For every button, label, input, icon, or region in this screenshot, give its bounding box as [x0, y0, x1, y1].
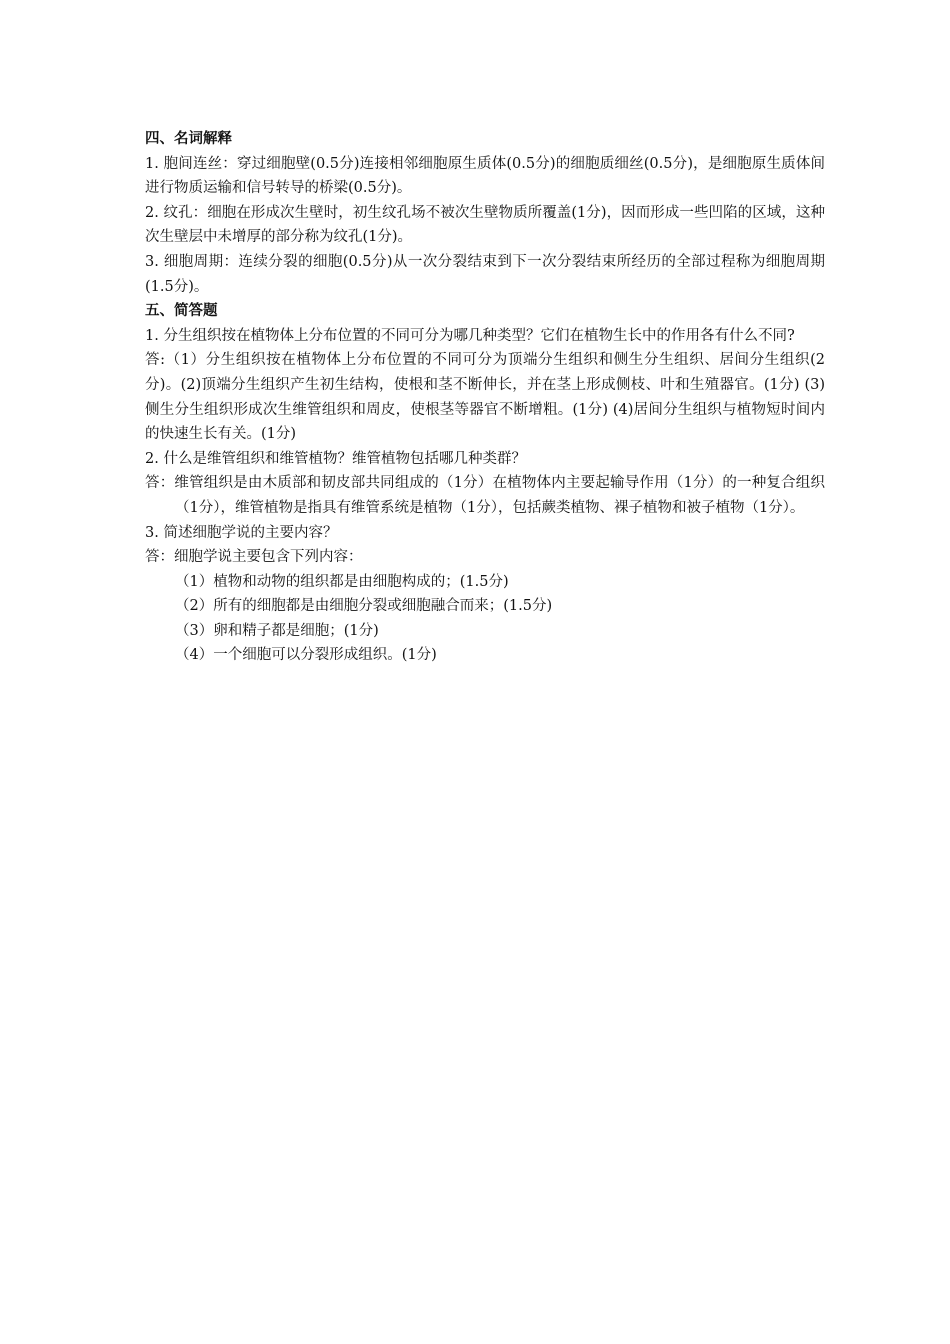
answer-3-intro: 答：细胞学说主要包含下列内容：: [145, 549, 363, 566]
question-3: 3. 简述细胞学说的主要内容？: [145, 524, 338, 541]
section-heading-terms: 四、名词解释: [145, 131, 232, 147]
term-cell-cycle: 3. 细胞周期：连续分裂的细胞(0.5分)从一次分裂结束到下一次分裂结束所经历的全部过程称为细胞周期(1.5分)。: [145, 253, 825, 295]
answer-3-point: （2）所有的细胞都是由细胞分裂或细胞融合而来；(1.5分): [175, 598, 553, 615]
answer-1: 答:（1）分生组织按在植物体上分布位置的不同可分为顶端分生组织和侧生分生组织、居间分生组织(2分)。(2)顶端分生组织产生初生结构，使根和茎不断伸长，并在茎上形成侧枝、叶和生殖器官。(1分) (3)侧生分生组织形成次生维管组织和周皮，使根茎等器官不断增粗。(1分) (4)居间分生组织与植物短时间内的快速生长有关。(1分): [145, 352, 825, 443]
section-heading-short-answer: 五、简答题: [145, 303, 218, 320]
question-1: 1. 分生组织按在植物体上分布位置的不同可分为哪几种类型？它们在植物生长中的作用各有什么不同?: [145, 327, 795, 344]
document-page: [145, 127, 825, 668]
question-2: 2. 什么是维管组织和维管植物？维管植物包括哪几种类群？: [145, 450, 526, 467]
term-plasmodesmata: 1. 胞间连丝：穿过细胞壁(0.5分)连接相邻细胞原生质体(0.5分)的细胞质细丝(0.5分)，是细胞原生质体间进行物质运输和信号转导的桥梁(0.5分)。: [145, 155, 825, 197]
answer-2: 答：维管组织是由木质部和韧皮部共同组成的（1分）在植物体内主要起输导作用（1分）的一种复合组织（1分），维管植物是指具有维管系统是植物（1分），包括蕨类植物、裸子植物和被子植物（1分）。: [145, 475, 825, 516]
answer-3-point: （4）一个细胞可以分裂形成组织。(1分): [175, 647, 437, 664]
answer-3-point: （3）卵和精子都是细胞；(1分): [175, 622, 379, 639]
term-pit: 2. 纹孔：细胞在形成次生壁时，初生纹孔场不被次生壁物质所覆盖(1分)，因而形成一些凹陷的区域，这种次生壁层中未增厚的部分称为纹孔(1分)。: [145, 204, 825, 246]
answer-3-point: （1）植物和动物的组织都是由细胞构成的；(1.5分): [175, 573, 509, 590]
